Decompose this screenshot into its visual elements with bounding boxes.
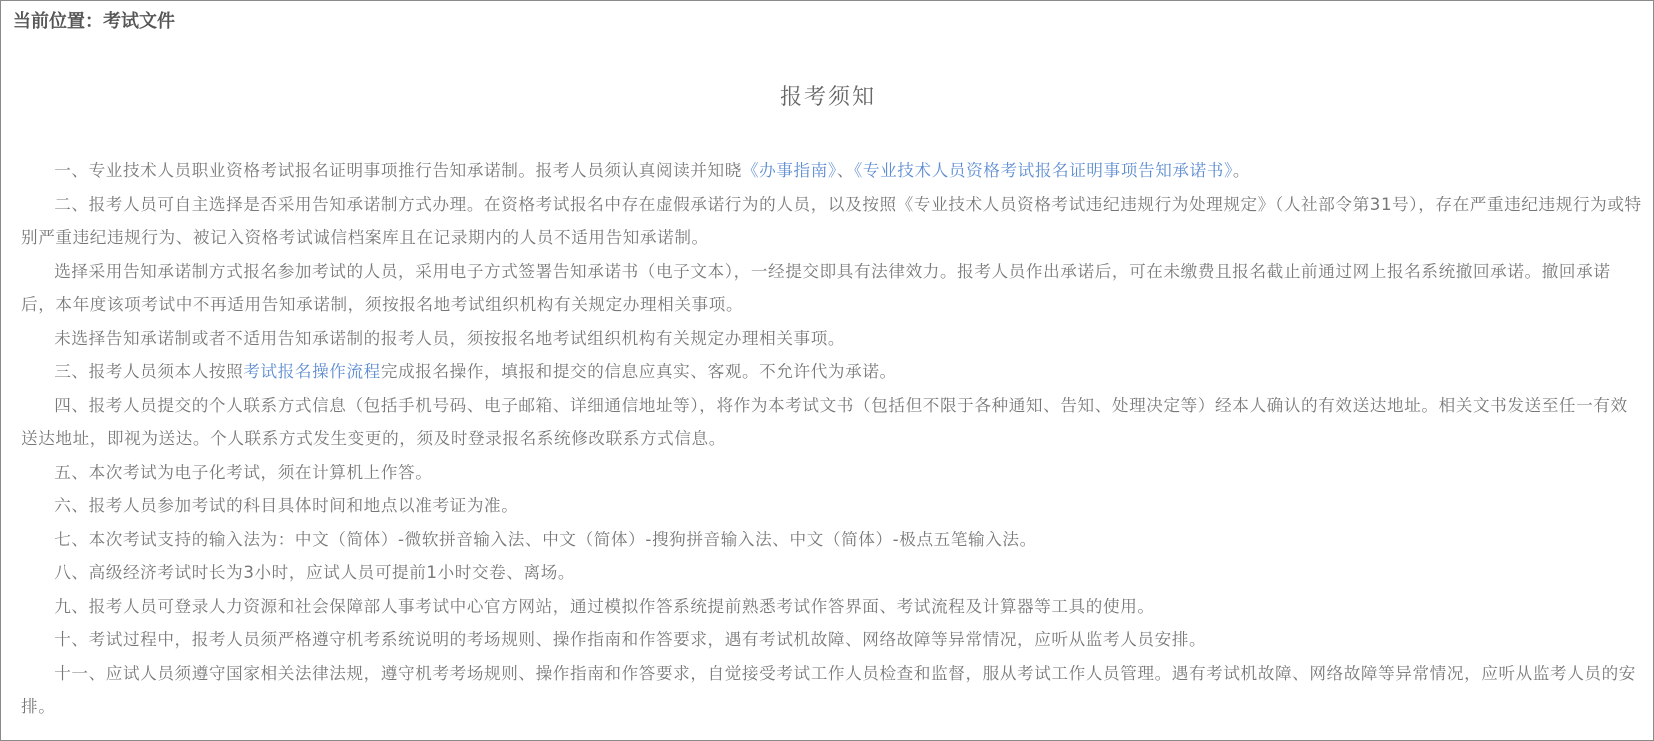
page-title: 报考须知 xyxy=(779,85,876,110)
notice-paragraph xyxy=(21,523,1643,557)
paragraph-text: 六、报考人员参加考试的科目具体时间和地点以准考证为准。 xyxy=(54,496,519,515)
paragraph-text: 选择采用告知承诺制方式报名参加考试的人员，采用电子方式签署告知承诺书（电子文本），一经提交即具有法律效力。报考人员作出承诺后，可在未缴费且报名截止前通过网上报名系统撤回承诺。撤回承诺后，本年度该项考试中不再适用告知承诺制，须按报名地考试组织机构有关规定办理相关事项。 xyxy=(21,261,1611,314)
notice-paragraph xyxy=(21,355,1643,389)
paragraph-text: 一、专业技术人员职业资格考试报名证明事项推行告知承诺制。报考人员须认真阅读并知晓 xyxy=(54,161,742,180)
notice-paragraph xyxy=(21,322,1643,356)
notice-paragraph xyxy=(21,188,1643,255)
document-link[interactable]: 《专业技术人员资格考试报名证明事项告知承诺书》 xyxy=(854,161,1233,180)
paragraph-text: 三、报考人员须本人按照 xyxy=(54,362,244,381)
notice-paragraph xyxy=(21,389,1643,456)
notice-body xyxy=(21,154,1643,724)
paragraph-text: 四、报考人员提交的个人联系方式信息（包括手机号码、电子邮箱、详细通信地址等），将作为本考试文书（包括但不限于各种通知、告知、处理决定等）经本人确认的有效送达地址。相关文书发送至任一有效送达地址，即视为送达。个人联系方式发生变更的，须及时登录报名系统修改联系方式信息。 xyxy=(21,395,1628,448)
paragraph-text: 未选择告知承诺制或者不适用告知承诺制的报考人员，须按报名地考试组织机构有关规定办理相关事项。 xyxy=(54,328,846,348)
paragraph-text: 七、本次考试支持的输入法为：中文（简体）-微软拼音输入法、中文（简体）-搜狗拼音输入法、中文（简体）-极点五笔输入法。 xyxy=(54,529,1037,549)
paragraph-text: 十一、应试人员须遵守国家相关法律法规，遵守机考考场规则、操作指南和作答要求，自觉接受考试工作人员检查和监督，服从考试工作人员管理。遇有考试机故障、网络故障等异常情况，应听从监考人员的安排。 xyxy=(21,663,1637,716)
breadcrumb-current: 考试文件 xyxy=(103,11,175,32)
paragraph-text: 九、报考人员可登录人力资源和社会保障部人事考试中心官方网站，通过模拟作答系统提前熟悉考试作答界面、考试流程及计算器等工具的使用。 xyxy=(54,596,1155,616)
notice-paragraph xyxy=(21,657,1643,724)
paragraph-text: 。 xyxy=(1232,161,1251,180)
paragraph-text: 五、本次考试为电子化考试，须在计算机上作答。 xyxy=(54,462,433,482)
paragraph-text: 、 xyxy=(836,161,855,180)
notice-paragraph xyxy=(21,154,1643,188)
notice-paragraph xyxy=(21,255,1643,322)
notice-paragraph xyxy=(21,456,1643,490)
paragraph-text: 八、高级经济考试时长为3小时，应试人员可提前1小时交卷、离场。 xyxy=(54,563,576,582)
paragraph-text: 完成报名操作，填报和提交的信息应真实、客观。不允许代为承诺。 xyxy=(380,362,897,381)
notice-paragraph xyxy=(21,623,1643,657)
document-link[interactable]: 《办事指南》 xyxy=(741,161,837,180)
paragraph-text: 十、考试过程中，报考人员须严格遵守机考系统说明的考场规则、操作指南和作答要求，遇有考试机故障、网络故障等异常情况，应听从监考人员安排。 xyxy=(54,630,1207,649)
breadcrumb xyxy=(13,11,175,33)
notice-paragraph xyxy=(21,590,1643,624)
notice-paragraph xyxy=(21,556,1643,590)
paragraph-text: 二、报考人员可自主选择是否采用告知承诺制方式办理。在资格考试报名中存在虚假承诺行为的人员，以及按照《专业技术人员资格考试违纪违规行为处理规定》（人社部令第31号），存在严重违纪违规行为或特别严重违纪违规行为、被记入资格考试诚信档案库且在记录期内的人员不适用告知承诺制。 xyxy=(21,194,1642,247)
breadcrumb-label: 当前位置： xyxy=(13,11,103,32)
notice-paragraph xyxy=(21,489,1643,523)
document-link[interactable]: 考试报名操作流程 xyxy=(243,362,381,381)
